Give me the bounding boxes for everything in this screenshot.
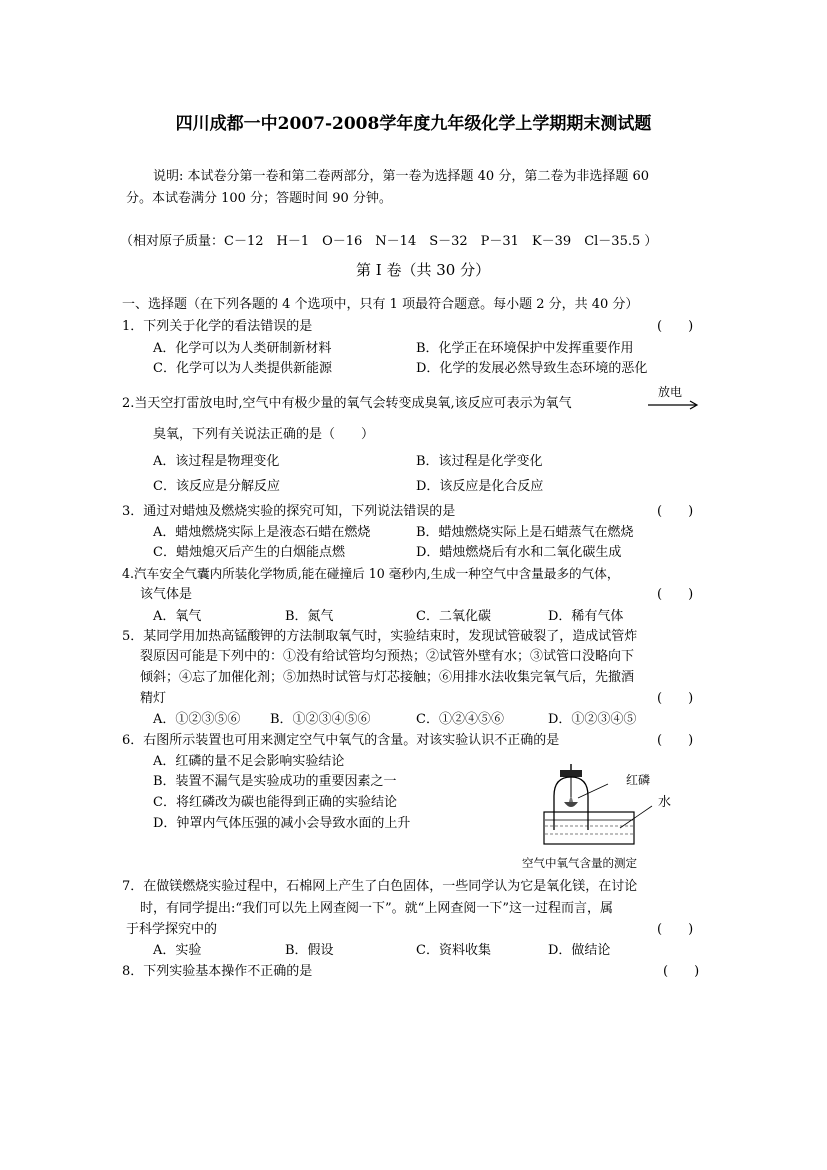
q1-option-a: A．化学可以为人类研制新材料 <box>153 341 332 356</box>
q5-answer-paren: ( ) <box>657 691 694 706</box>
q2-stem: 2.当天空打雷放电时,空气中有极少量的氧气会转变成臭氧,该反应可表示为氧气 <box>122 396 572 411</box>
q7-option-c: C．资料收集 <box>416 943 491 958</box>
q6-option-b: B．装置不漏气是实验成功的重要因素之一 <box>153 774 397 789</box>
intro-line-1: 说明: 本试卷分第一卷和第二卷两部分，第一卷为选择题 40 分，第二卷为非选择题 60 <box>153 169 649 184</box>
q7-line-1: 7．在做镁燃烧实验过程中，石棉网上产生了白色固体，一些同学认为它是氧化镁，在讨论 <box>122 879 638 894</box>
figure-label-water: 水 <box>658 795 672 810</box>
q1-answer-paren: ( ) <box>657 319 694 334</box>
part1-heading: 一、选择题（在下列各题的 4 个选项中，只有 1 项最符合题意。每小题 2 分，共 40 分） <box>122 297 639 312</box>
q4-option-b: B．氮气 <box>285 609 334 624</box>
intro-line-2: 分。本试卷满分 100 分；答题时间 90 分钟。 <box>126 191 392 206</box>
q3-option-a: A．蜡烛燃烧实际上是液态石蜡在燃烧 <box>153 525 371 540</box>
q5-option-c: C．①②④⑤⑥ <box>416 712 504 727</box>
q5-line-2: 裂原因可能是下列中的：①没有给试管均匀预热；②试管外壁有水；③试管口没略向下 <box>140 649 635 664</box>
q8-stem: 8．下列实验基本操作不正确的是 <box>122 964 313 979</box>
q5-line-3: 倾斜；④忘了加催化剂；⑤加热时试管与灯芯接触；⑥用排水法收集完氧气后，先撤酒 <box>140 670 635 685</box>
q4-answer-paren: ( ) <box>657 587 694 602</box>
reaction-arrow <box>646 386 702 414</box>
q2-option-a: A．该过程是物理变化 <box>153 454 280 469</box>
q6-answer-paren: ( ) <box>657 733 694 748</box>
q3-option-b: B．蜡烛燃烧实际上是石蜡蒸气在燃烧 <box>416 525 634 540</box>
q7-option-a: A．实验 <box>153 943 202 958</box>
q6-stem: 6．右图所示装置也可用来测定空气中氧气的含量。对该实验认识不正确的是 <box>122 733 560 748</box>
q3-option-c: C．蜡烛熄灭后产生的白烟能点燃 <box>153 545 345 560</box>
q8-answer-paren: ( ) <box>663 964 700 979</box>
q5-option-b: B．①②③④⑤⑥ <box>270 712 371 727</box>
q6-option-c: C．将红磷改为碳也能得到正确的实验结论 <box>153 795 397 810</box>
section-title: 第 Ⅰ 卷（共 30 分） <box>356 261 491 279</box>
page-title: 四川成都一中2007-2008学年度九年级化学上学期期末测试题 <box>175 114 652 134</box>
q5-line-1: 5．某同学用加热高锰酸钾的方法制取氧气时，实验结束时，发现试管破裂了，造成试管炸 <box>122 629 638 644</box>
q4-stem-2: 该气体是 <box>140 587 193 602</box>
q5-line-4: 精灯 <box>140 691 167 706</box>
q3-stem: 3．通过对蜡烛及燃烧实验的探究可知，下列说法错误的是 <box>122 504 456 519</box>
q1-option-c: C．化学可以为人类提供新能源 <box>153 361 332 376</box>
q4-option-d: D．稀有气体 <box>548 609 624 624</box>
q6-option-a: A．红磷的量不足会影响实验结论 <box>153 754 345 769</box>
q7-option-b: B．假设 <box>285 943 334 958</box>
q7-option-d: D．做结论 <box>548 943 611 958</box>
atomic-mass-line: （相对原子质量：C－12 H－1 O－16 N－14 S－32 P－31 K－39 Cl－35.5 ） <box>120 234 658 249</box>
arrow-icon <box>646 386 702 414</box>
q3-option-d: D．蜡烛燃烧后有水和二氧化碳生成 <box>416 545 622 560</box>
q2-option-b: B．该过程是化学变化 <box>416 454 543 469</box>
q3-answer-paren: ( ) <box>657 504 694 519</box>
q1-option-b: B．化学正在环境保护中发挥重要作用 <box>416 341 634 356</box>
q4-option-c: C．二氧化碳 <box>416 609 491 624</box>
q6-option-d: D．钟罩内气体压强的减小会导致水面的上升 <box>153 816 411 831</box>
q7-answer-paren: ( ) <box>657 922 694 937</box>
q1-option-d: D．化学的发展必然导致生态环境的恶化 <box>416 361 648 376</box>
q4-stem: 4.汽车安全气囊内所装化学物质,能在碰撞后 10 毫秒内,生成一种空气中含量最多的气体， <box>122 566 620 581</box>
q7-line-2: 时，有同学提出:“我们可以先上网查阅一下”。就“上网查阅一下”这一过程而言，属 <box>140 901 613 916</box>
q1-stem: 1．下列关于化学的看法错误的是 <box>122 319 313 334</box>
q5-option-a: A．①②③⑤⑥ <box>153 712 241 727</box>
figure-caption: 空气中氧气含量的测定 <box>522 856 637 870</box>
q4-option-a: A．氧气 <box>153 609 202 624</box>
arrow-label: 放电 <box>658 385 683 399</box>
figure-label-phosphorus: 红磷 <box>626 773 651 787</box>
q5-option-d: D．①②③④⑤ <box>548 712 637 727</box>
q7-line-3: 于科学探究中的 <box>126 922 218 937</box>
q2-option-c: C．该反应是分解反应 <box>153 479 280 494</box>
q2-stem-2: 臭氧，下列有关说法正确的是（ ） <box>153 427 375 442</box>
q2-option-d: D．该反应是化合反应 <box>416 479 544 494</box>
